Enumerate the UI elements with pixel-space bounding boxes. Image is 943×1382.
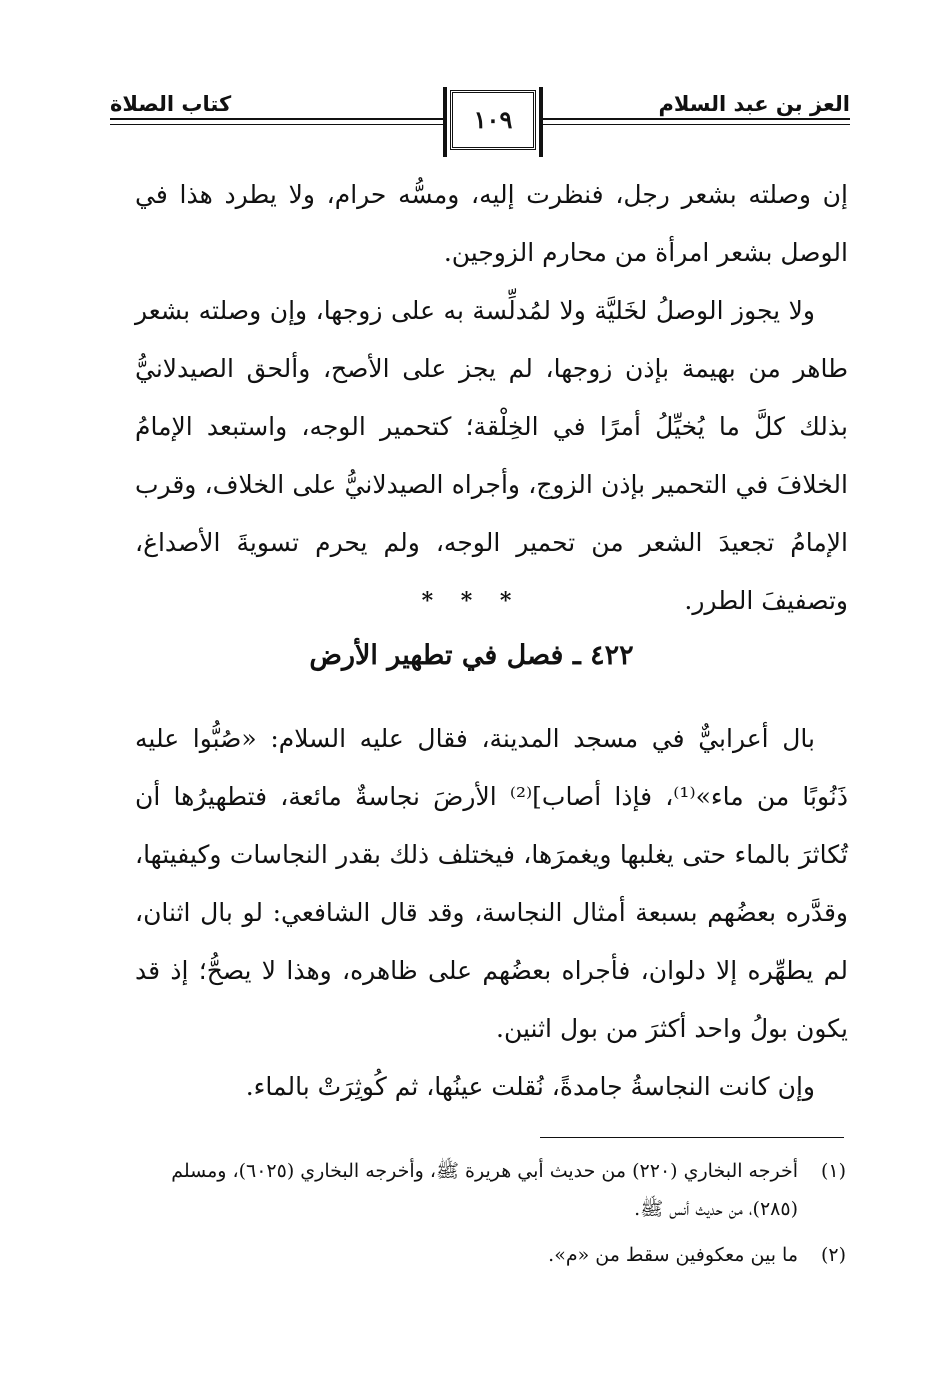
header-rule-right (540, 118, 850, 120)
footnote-number: (١) (820, 1160, 846, 1182)
paragraph-ground-purification: بال أعرابيٌّ في مسجد المدينة، فقال عليه السلام: «صُبُّوا عليه ذَنُوبًا من ماء»⁽¹⁾، فإذا أصاب]⁽²⁾ الأرضَ نجاسةٌ مائعة، فتطهيرُها أن تُكاثرَ بالماء حتى يغلبها ويغمرَها، فيختلف ذلك بقدر النجاسات وكيفيتها، وقدَّره بعضُهم بسبعة أمثال النجاسة، وقد قال الشافعي: لو بال اثنان، لم يطهِّره إلا دلوان، فأجراه بعضُهم على ظاهره، وهذا لا يصحُّ؛ إذ قد يكون بولُ واحد أكثرَ من بول اثنين. (135, 724, 848, 1043)
chapter-running-head: كتاب الصلاة (110, 92, 232, 116)
paragraph-solid-impurity: وإن كانت النجاسةُ جامدةً، نُقلت عينُها، ثم كُوثِرَتْ بالماء. (245, 1072, 815, 1101)
footnote-text: أخرجه البخاري (٢٢٠) من حديث أبي هريرة ﷺ، وأخرجه البخاري (٦٠٢٥)، ومسلم (٢٨٥)، من حديث أنس ﷺ. (171, 1160, 798, 1220)
main-text-top (135, 166, 848, 630)
main-text-bottom (135, 710, 848, 1116)
footnote-number: (٢) (820, 1244, 846, 1266)
header-rule-left (110, 118, 445, 120)
author-running-head: العز بن عبد السلام (658, 92, 850, 116)
page-number: ١٠٩ (473, 105, 513, 134)
paragraph-hair-extension: ولا يجوز الوصلُ لخَليَّة ولا لمُدلِّسة به على زوجها، وإن وصلته بشعر طاهر من بهيمة بإذن زوجها، لم يجز على الأصح، وألحق الصيدلانيُّ بذلك كلَّ ما يُخيِّلُ أمرًا في الخِلْقة؛ كتحمير الوجه، واستبعد الإمامُ الخلافَ في التحمير بإذن الزوج، وأجراه الصيدلانيُّ على الخلاف، وقرب الإمامُ تجعيدَ الشعر من تحمير الوجه، ولم يحرم تسويةَ الأصداغ، وتصفيفَ الطرر. (135, 296, 848, 615)
footnote-2 (130, 1236, 846, 1274)
footnotes (130, 1152, 846, 1282)
footnote-1 (130, 1152, 846, 1228)
section-heading: ٤٢٢ ـ فصل في تطهير الأرض (309, 640, 634, 671)
section-separator: * * * (421, 588, 522, 614)
page-number-frame (450, 90, 536, 150)
footnote-divider (540, 1137, 844, 1138)
page-header (110, 78, 850, 158)
paragraph-continuation: إن وصلته بشعر رجل، فنظرت إليه، ومسُّه حرام، ولا يطرد هذا في الوصل بشعر امرأة من محارم الزوجين. (135, 180, 848, 267)
header-rule-right-thin (540, 124, 850, 125)
header-rule-left-thin (110, 124, 445, 125)
footnote-text: ما بين معكوفين سقط من «م». (548, 1244, 798, 1266)
